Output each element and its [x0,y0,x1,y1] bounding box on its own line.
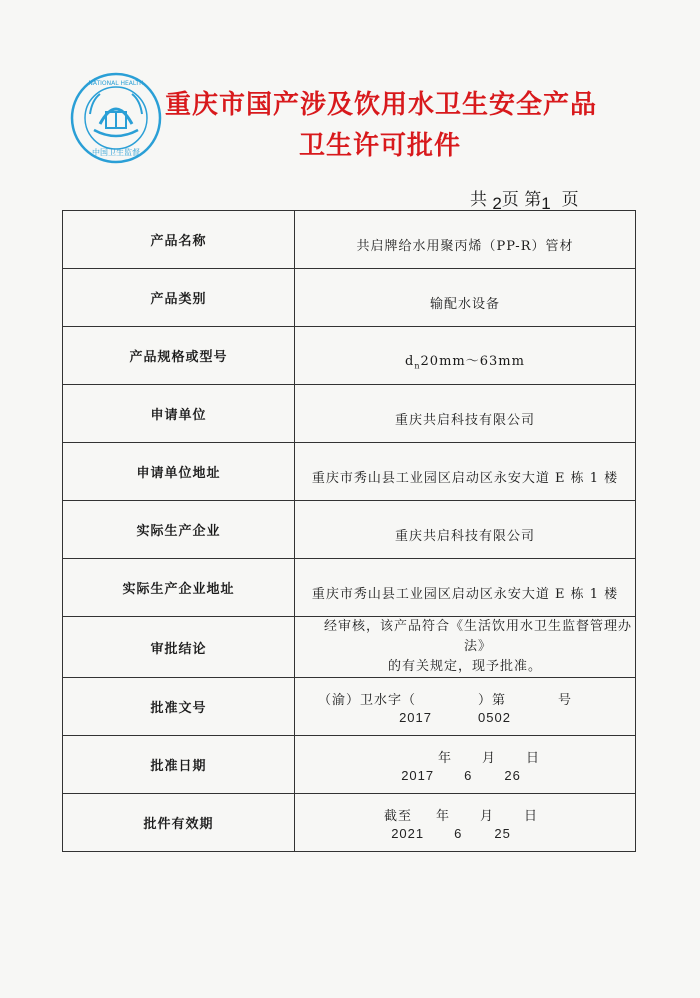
table-row [63,269,636,327]
page-suffix: 页 [561,190,579,210]
field-label-approval-number: 批准文号 [63,678,295,736]
page-count [470,185,579,213]
field-label-manufacturer-address: 实际生产企业地址 [63,559,295,617]
svg-text:NATIONAL HEALTH: NATIONAL HEALTH [88,80,144,87]
field-label-spec: 产品规格或型号 [63,327,295,385]
table-row [63,211,636,269]
seal-icon [70,72,162,164]
table-row [63,678,636,736]
field-label-manufacturer: 实际生产企业 [63,501,295,559]
field-value-applicant-address: 重庆市秀山县工业园区启动区永安大道 E 栋 1 楼 [295,443,636,501]
page-total: 2 [492,194,502,213]
field-value-spec: $d_n20mm\sim 63mm$ [295,327,636,385]
table-row [63,327,636,385]
field-label-conclusion: 审批结论 [63,617,295,678]
field-value-approval-date: 年 月 日 2017 6 26 [295,736,636,794]
approval-form-table [62,210,636,852]
table-row [63,794,636,852]
page-current: 1 [541,194,551,213]
table-row [63,501,636,559]
field-label-validity: 批件有效期 [63,794,295,852]
table-row [63,385,636,443]
table-row [63,736,636,794]
field-label-product-category: 产品类别 [63,269,295,327]
field-label-product-name: 产品名称 [63,211,295,269]
field-label-applicant: 申请单位 [63,385,295,443]
field-value-product-category: 输配水设备 [295,269,636,327]
field-value-validity: 截至 年 月 日 2021 6 25 [295,794,636,852]
field-value-product-name: 共启牌给水用聚丙烯（PP-R）管材 [295,211,636,269]
svg-text:中国卫生监督: 中国卫生监督 [92,148,140,157]
document-title: 重庆市国产涉及饮用水卫生安全产品 [165,90,598,120]
table-row [63,443,636,501]
field-label-approval-date: 批准日期 [63,736,295,794]
page-total-prefix: 共 [470,190,487,210]
field-value-manufacturer: 重庆共启科技有限公司 [295,501,636,559]
field-label-applicant-address: 申请单位地址 [63,443,295,501]
page-label: 页 第 [501,190,542,210]
field-value-conclusion: 经审核，该产品符合《生活饮用水卫生监督管理办法》 的有关规定，现予批准。 [295,617,636,678]
field-value-approval-number: （渝）卫水字（ ）第 号 2017 0502 [295,678,636,736]
table-row [63,617,636,678]
field-value-manufacturer-address: 重庆市秀山县工业园区启动区永安大道 E 栋 1 楼 [295,559,636,617]
field-value-applicant: 重庆共启科技有限公司 [295,385,636,443]
table-row [63,559,636,617]
document-subtitle: 卫生许可批件 [298,131,461,161]
